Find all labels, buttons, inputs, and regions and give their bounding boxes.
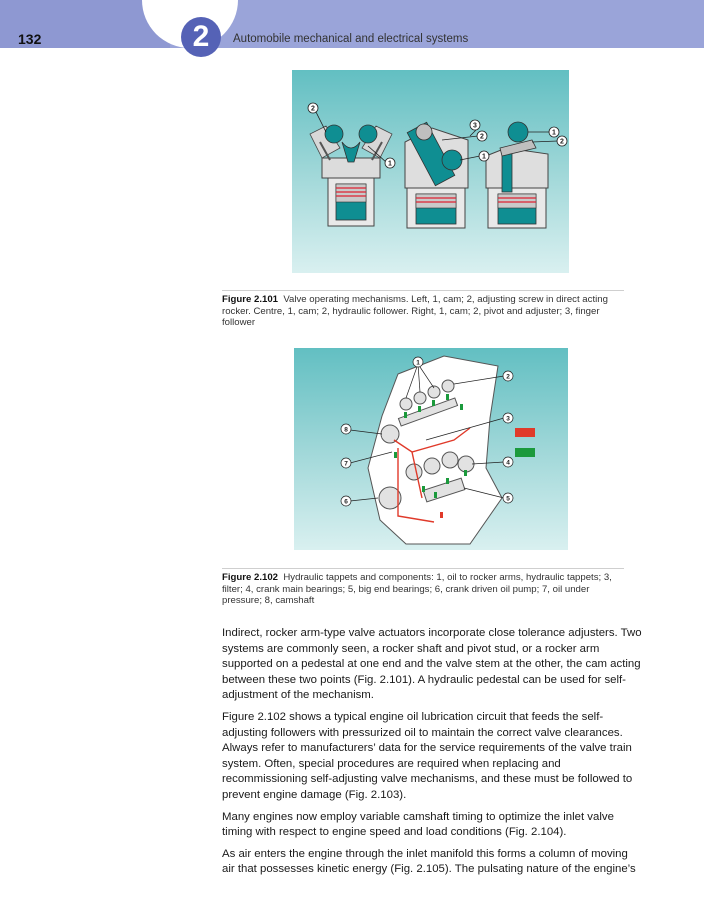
- chapter-badge: 2: [181, 17, 221, 57]
- fig2-callout-2: 2: [506, 373, 510, 381]
- body-paragraph-1: Indirect, rocker arm-type valve actuators incorporate close tolerance adjusters. Two systems are commonly seen, a rocker shaft and pivot stud, or a rocker arm supported on a pedestal at one end and the valve stem at the other, the cam acting between these two points (Fig. 2.101). A hydraulic pedestal can be used for self-adjustment of the mechanism.: [222, 627, 642, 702]
- legend-oil-to-rockers-swatch: [515, 428, 535, 437]
- fig1-callout-4: 2: [480, 133, 484, 141]
- valve-mechanisms-drawing: [292, 70, 569, 273]
- fig1-callout-2: 1: [388, 160, 392, 168]
- left-cylinder: [310, 125, 392, 226]
- right-cylinder: [486, 122, 548, 228]
- fig2-callout-6: 6: [344, 498, 348, 506]
- fig2-callout-5: 5: [506, 495, 510, 503]
- body-text: [222, 626, 642, 884]
- fig2-callout-4: 4: [506, 459, 510, 467]
- figure-2-101-label: Figure 2.101: [222, 294, 278, 305]
- figure-2-102-caption: [222, 568, 624, 607]
- figure-2-101-caption-text: Valve operating mechanisms. Left, 1, cam; 2, adjusting screw in direct acting rocker. Centre, 1, cam; 2, hydraulic follower. Right, 1, cam; 2, pivot and adjuster; 3, finger follower: [222, 294, 608, 328]
- running-title: Automobile mechanical and electrical systems: [233, 33, 469, 45]
- figure-2-102-illustration: [294, 348, 568, 550]
- fig2-callout-8: 8: [344, 426, 348, 434]
- fig1-callout-7: 2: [560, 138, 564, 146]
- page-number: 132: [18, 31, 42, 47]
- body-paragraph-3: Many engines now employ variable camshaft timing to optimize the inlet valve timing with respect to engine speed and load conditions (Fig. 2.104).: [222, 810, 614, 839]
- fig2-callout-3: 3: [506, 415, 510, 423]
- fig1-callout-5: 1: [482, 153, 486, 161]
- fig1-callout-3: 3: [473, 122, 477, 130]
- body-paragraph-2: Figure 2.102 shows a typical engine oil lubrication circuit that feeds the self-adjusting followers with pressurized oil to maintain the correct valve clearances. Always refer to manufacturers’ data for the service requirements of the valve train system. Often, special procedures are required when replacing and recommissioning self-adjusting valve mechanisms, and these must be followed to prevent engine damage (Fig. 2.103).: [222, 710, 633, 801]
- figure-2-102-label: Figure 2.102: [222, 572, 278, 583]
- legend-oil-under-pressure-swatch: [515, 448, 535, 457]
- lubrication-circuit-drawing: [294, 348, 568, 550]
- figure-2-101-caption: [222, 290, 624, 329]
- fig2-callout-1: 1: [416, 359, 420, 367]
- fig1-callout-1: 2: [311, 105, 315, 113]
- fig2-callout-7: 7: [344, 460, 348, 468]
- figure-2-102-caption-text: Hydraulic tappets and components: 1, oil to rocker arms, hydraulic tappets; 3, filter; 4, crank main bearings; 5, big end bearings; 6, crank driven oil pump; 7, oil under pressure; 8, camshaft: [222, 572, 612, 606]
- figure-2-101-illustration: [292, 70, 569, 273]
- fig1-callout-6: 1: [552, 129, 556, 137]
- body-paragraph-4: As air enters the engine through the inlet manifold this forms a column of moving air that possesses kinetic energy (Fig. 2.105). The pulsating nature of the engine’s: [222, 847, 636, 876]
